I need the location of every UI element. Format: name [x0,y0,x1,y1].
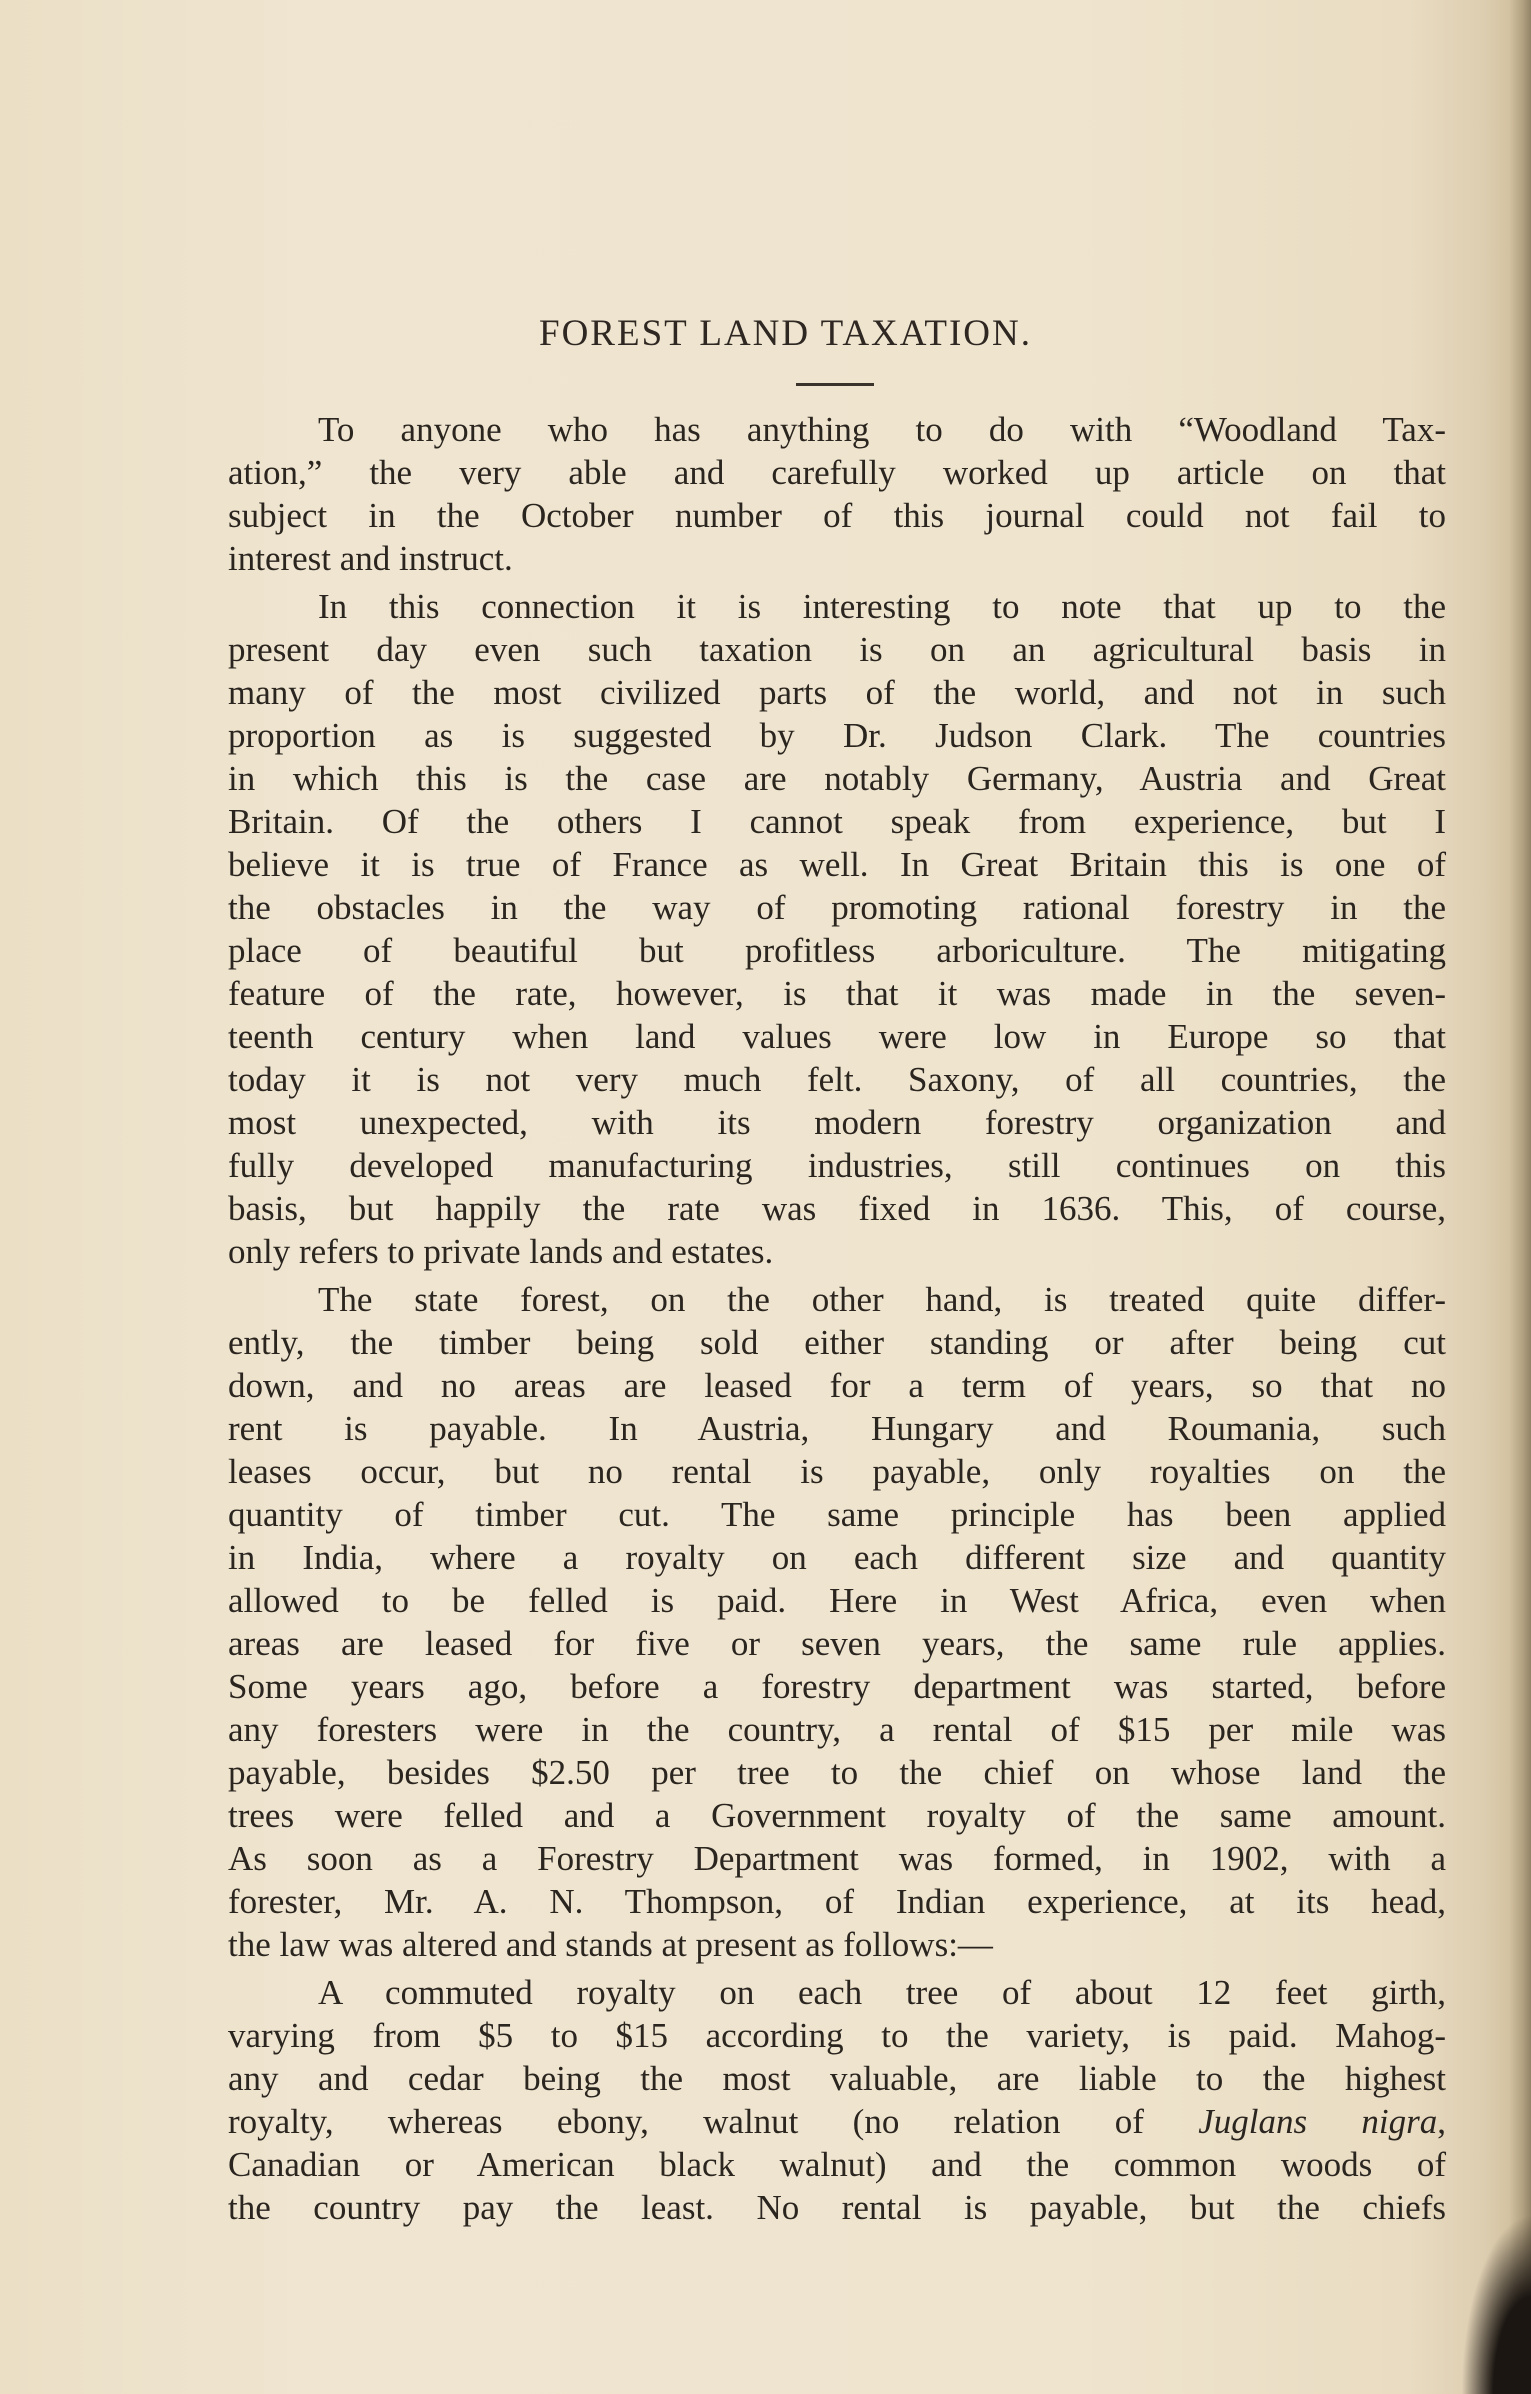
paragraph-2 [228,585,1446,1273]
text-line: proportion as is suggested by Dr. Judson Clark. The countries [228,716,1446,755]
text-line: basis, but happily the rate was fixed in 1636. This, of course, [228,1189,1446,1228]
text-line: the country pay the least. No rental is payable, but the chiefs [228,2188,1446,2227]
text-line: fully developed manufacturing industries, still continues on this [228,1146,1446,1185]
text-line: any foresters were in the country, a rental of $15 per mile was [228,1710,1446,1749]
text-line: In this connection it is interesting to note that up to the [318,587,1446,626]
text-line: Some years ago, before a forestry department was started, before [228,1667,1446,1706]
text-line: As soon as a Forestry Department was formed, in 1902, with a [228,1839,1446,1878]
text-line: ation,” the very able and carefully worked up article on that [228,453,1446,492]
article-title: FOREST LAND TAXATION. [539,313,1032,354]
page-binding-shadow [1509,0,1531,2394]
text-line: believe it is true of France as well. In Great Britain this is one of [228,845,1446,884]
title-divider [796,383,874,386]
species-name: Juglans nigra [1198,2102,1438,2141]
text-line: The state forest, on the other hand, is treated quite differ- [318,1280,1446,1319]
text-line: Canadian or American black walnut) and the common woods of [228,2145,1446,2184]
text-line: in which this is the case are notably Germany, Austria and Great [228,759,1446,798]
paragraph-4 [228,1971,1446,2229]
text-line-with-italic: royalty, whereas ebony, walnut (no relation of Juglans nigra, [228,2102,1446,2141]
text-line: in India, where a royalty on each different size and quantity [228,1538,1446,1577]
text-line: payable, besides $2.50 per tree to the chief on whose land the [228,1753,1446,1792]
text-line: today it is not very much felt. Saxony, of all countries, the [228,1060,1446,1099]
text-line: any and cedar being the most valuable, are liable to the highest [228,2059,1446,2098]
text-line: ently, the timber being sold either standing or after being cut [228,1323,1446,1362]
text-line: quantity of timber cut. The same principle has been applied [228,1495,1446,1534]
text-line: teenth century when land values were low in Europe so that [228,1017,1446,1056]
text-line: rent is payable. In Austria, Hungary and Roumania, such [228,1409,1446,1448]
text-line: many of the most civilized parts of the world, and not in such [228,673,1446,712]
text-line: the obstacles in the way of promoting rational forestry in the [228,888,1446,927]
text-line: present day even such taxation is on an agricultural basis in [228,630,1446,669]
article-body [228,408,1446,2234]
text-line: interest and instruct. [228,539,513,578]
text-line: subject in the October number of this journal could not fail to [228,496,1446,535]
text-line: forester, Mr. A. N. Thompson, of Indian experience, at its head, [228,1882,1446,1921]
text-line: only refers to private lands and estates. [228,1232,774,1271]
text-line: allowed to be felled is paid. Here in West Africa, even when [228,1581,1446,1620]
text-line: place of beautiful but profitless arboriculture. The mitigating [228,931,1446,970]
text-line: trees were felled and a Government royalty of the same amount. [228,1796,1446,1835]
paragraph-1 [228,408,1446,580]
text-line: varying from $5 to $15 according to the variety, is paid. Mahog- [228,2016,1446,2055]
paragraph-3 [228,1278,1446,1966]
text-line: most unexpected, with its modern forestry organization and [228,1103,1446,1142]
text-line: A commuted royalty on each tree of about 12 feet girth, [318,1973,1446,2012]
text-line: Britain. Of the others I cannot speak from experience, but I [228,802,1446,841]
text-line: the law was altered and stands at present as follows:— [228,1925,993,1964]
text-line: down, and no areas are leased for a term of years, so that no [228,1366,1446,1405]
page-corner-shadow [1461,2214,1531,2394]
text-line: feature of the rate, however, is that it was made in the seven- [228,974,1446,1013]
text-line: To anyone who has anything to do with “Woodland Tax- [318,410,1446,449]
text-line: leases occur, but no rental is payable, only royalties on the [228,1452,1446,1491]
text-line: areas are leased for five or seven years, the same rule applies. [228,1624,1446,1663]
